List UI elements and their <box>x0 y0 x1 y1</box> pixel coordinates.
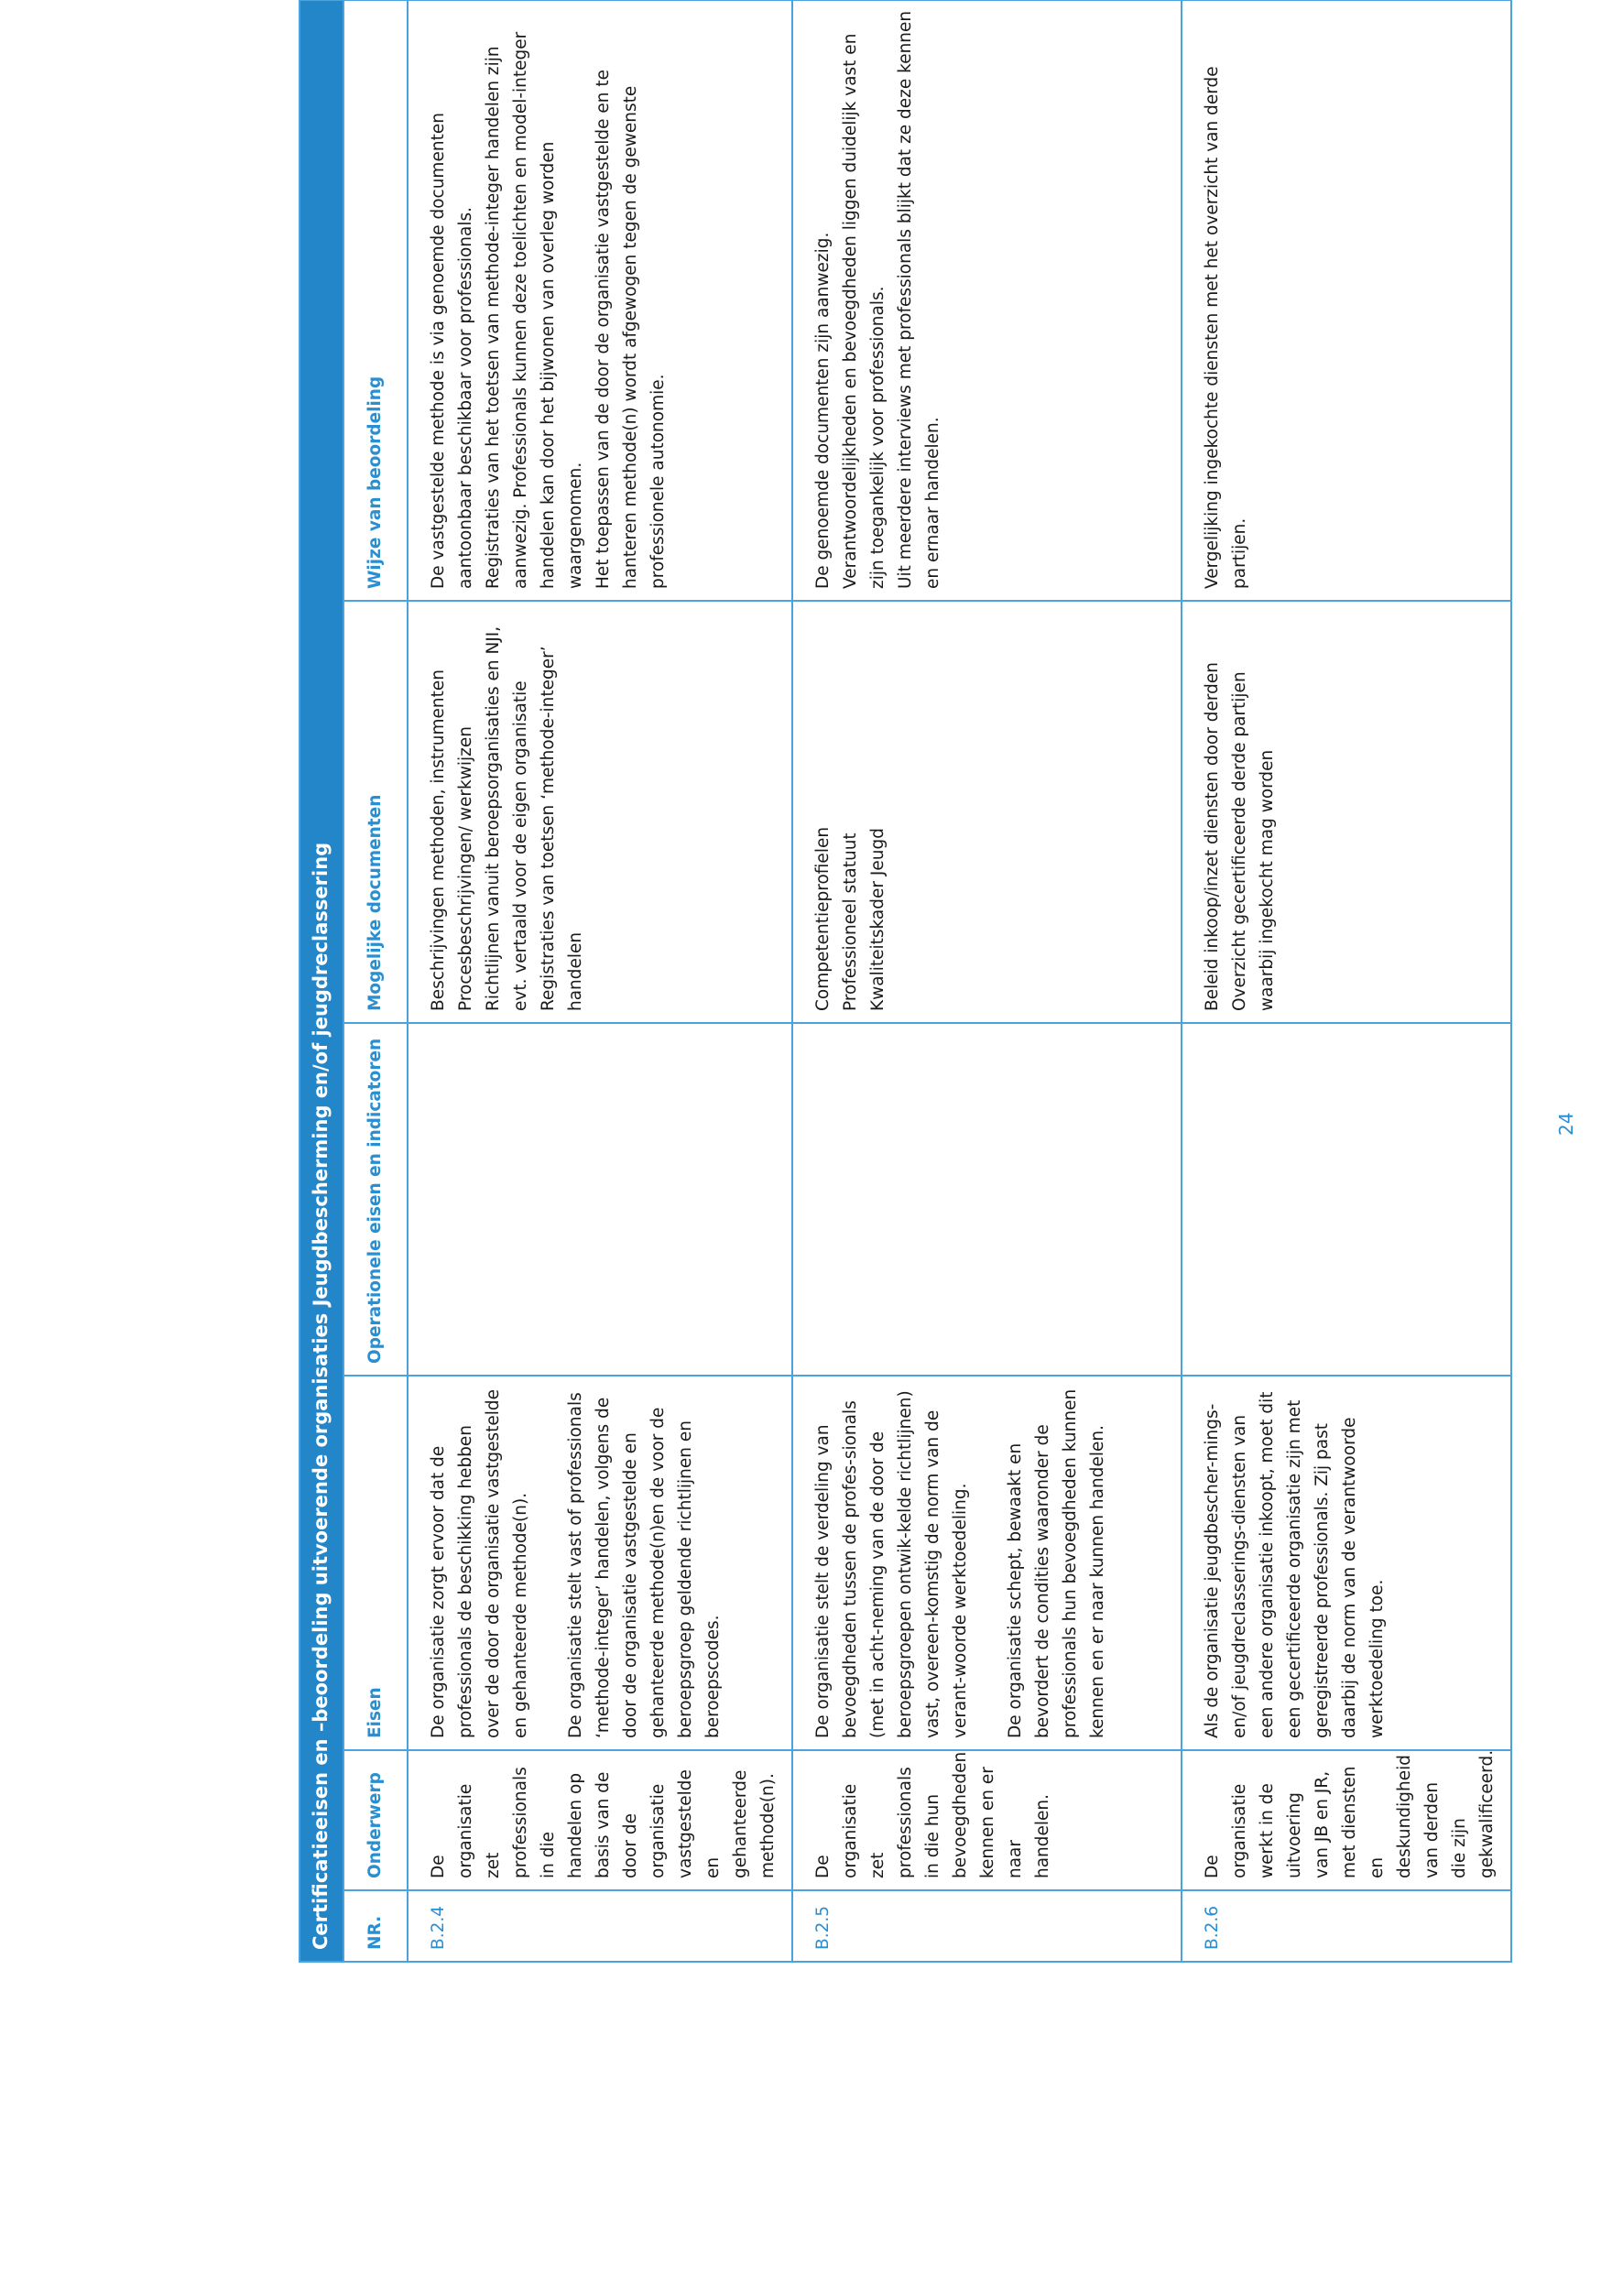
header-row <box>343 0 408 1962</box>
row-beoordeling: Vergelijking ingekochte diensten met het overzicht van derde partijen. <box>1182 0 1511 601</box>
row-beoordeling: De vastgestelde methode is via genoemde documenten aantoonbaar beschikbaar voor professionals. Registraties van het toetsen van methode-integer handelen zijn aanwezig. Professionals kunnen deze toelichten en model-integer handelen kan door het bijwonen van overleg worden waargenomen. Het toepassen van de door de organisatie vastgestelde en te hanteren methode(n) wordt afgewogen tegen de gewenste professionele autonomie. <box>408 0 792 601</box>
row-eisen <box>408 1376 792 1750</box>
row-nr: B.2.5 <box>792 1890 1182 1962</box>
eisen-paragraph: De organisatie stelt de verdeling van bevoegdheden tussen de profes-sionals (met in acht-neming van de door de beroepsgroepen ontwik-kelde richtlijnen) vast, overeen-komstig de norm van de verant-woorde werktoedeling. <box>813 1390 970 1738</box>
table-row <box>1182 0 1511 1962</box>
row-nr: B.2.6 <box>1182 1890 1511 1962</box>
table-row <box>408 0 792 1962</box>
certification-table <box>299 0 1512 1963</box>
row-documenten: Beleid inkoop/inzet diensten door derden Overzicht gecertificeerde derde partijen waarbij ingekocht mag worden <box>1182 601 1511 1023</box>
header-onderwerp: Onderwerp <box>343 1750 408 1890</box>
row-onderwerp: De organisatie werkt in de uitvoering van JB en JR, met diensten en deskundigheid van derden die zijn gekwalificeerd. <box>1182 1750 1511 1890</box>
row-documenten: Beschrijvingen methoden, instrumenten Procesbeschrijvingen/ werkwijzen Richtlijnen vanuit beroepsorganisaties en NJI, evt. vertaald voor de eigen organisatie Registraties van toetsen ‘methode-integer’ handelen <box>408 601 792 1023</box>
row-onderwerp: De organisatie zet professionals in die handelen op basis van de door de organisatie vastgestelde en gehanteerde methode(n). <box>408 1750 792 1890</box>
row-beoordeling: De genoemde documenten zijn aanwezig. Verantwoordelijkheden en bevoegdheden liggen duidelijk vast en zijn toegankelijk voor professionals. Uit meerdere interviews met professionals blijkt dat ze deze kennen en ernaar handelen. <box>792 0 1182 601</box>
row-operationele-eisen <box>408 1023 792 1376</box>
row-nr: B.2.4 <box>408 1890 792 1962</box>
eisen-paragraph: De organisatie zorgt ervoor dat de professionals de beschikking hebben over de door de organisatie vastgestelde en gehanteerde methode(n). <box>429 1388 530 1738</box>
row-documenten: Competentieprofielen Professioneel statuut Kwaliteitskader Jeugd <box>792 601 1182 1023</box>
eisen-paragraph: Als de organisatie jeugdbescher-mings- en/of jeugdreclasserings-diensten van een andere organisatie inkoopt, moet dit een gecertificeerde organisatie zijn met geregistreerde professionals. Zij past daarbij de norm van de verantwoorde werktoedeling toe. <box>1203 1391 1387 1738</box>
header-nr: NR. <box>343 1890 408 1962</box>
table-row <box>792 0 1182 1962</box>
row-operationele-eisen <box>792 1023 1182 1376</box>
row-eisen <box>1182 1376 1511 1750</box>
page-number: 24 <box>1555 1112 1577 1136</box>
header-mogelijke-documenten: Mogelijke documenten <box>343 601 408 1023</box>
row-eisen <box>792 1376 1182 1750</box>
header-eisen: Eisen <box>343 1376 408 1750</box>
header-wijze-van-beoordeling: Wijze van beoordeling <box>343 0 408 601</box>
certification-table-rotated <box>299 1 1497 1963</box>
table-title: Certificatieeisen en –beoordeling uitvoerende organisaties Jeugdbescherming en/of jeugdreclassering <box>300 0 343 1962</box>
row-operationele-eisen <box>1182 1023 1511 1376</box>
header-operationele-eisen: Operationele eisen en indicatoren <box>343 1023 408 1376</box>
eisen-paragraph: De organisatie schept, bewaakt en bevordert de condities waaronder de professionals hun bevoegdheden kunnen kennen en er naar kunnen handelen. <box>1006 1388 1107 1738</box>
row-onderwerp: De organisatie zet professionals in die hun bevoegdheden kennen en er naar handelen. <box>792 1750 1182 1890</box>
eisen-paragraph: De organisatie stelt vast of professionals ‘methode-integer’ handelen, volgens de door de organisatie vastgestelde en gehanteerde methode(n)en de voor de beroepsgroep geldende richtlijnen en beroepscodes. <box>566 1392 723 1738</box>
